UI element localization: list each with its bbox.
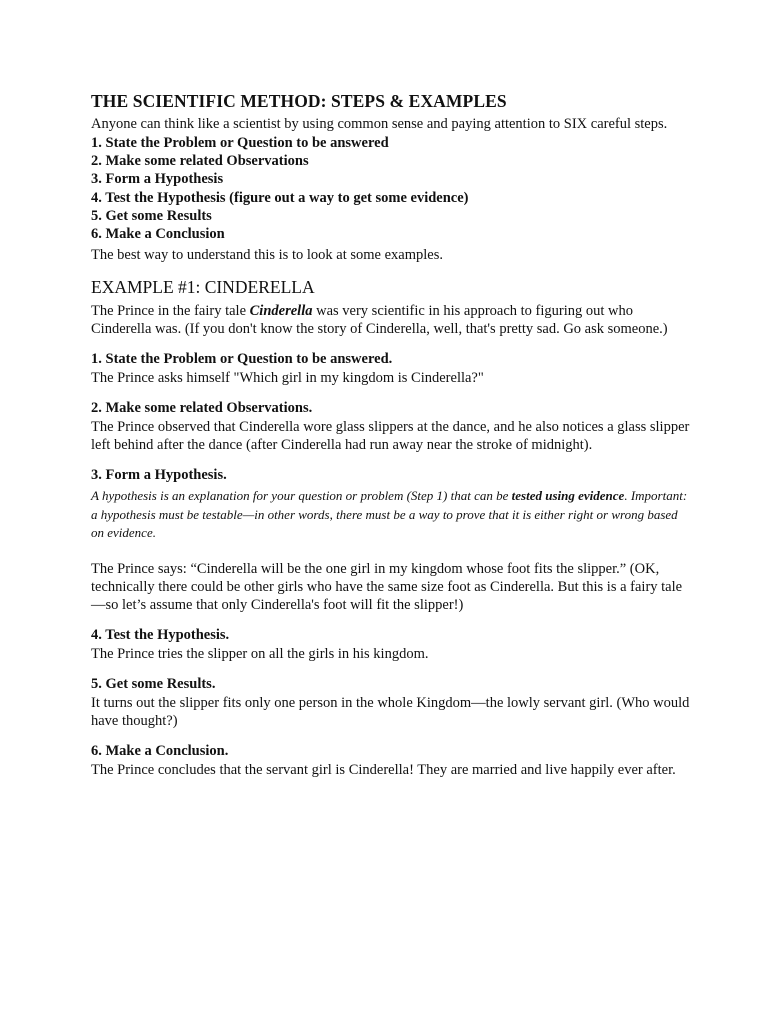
example-intro-text-before: The Prince in the fairy tale (91, 303, 250, 320)
document-page (91, 90, 691, 779)
section-heading: 1. State the Problem or Question to be answered. (91, 351, 393, 368)
document-title: THE SCIENTIFIC METHOD: STEPS & EXAMPLES (91, 91, 507, 111)
section-heading: 6. Make a Conclusion. (91, 742, 229, 759)
steps-list-item: 3. Form a Hypothesis (91, 171, 224, 188)
step-section-2 (91, 399, 691, 454)
example-title: EXAMPLE #1: CINDERELLA (91, 277, 315, 298)
section-heading: 3. Form a Hypothesis. (91, 467, 227, 484)
section-body: The Prince tries the slipper on all the girls in his kingdom. (91, 645, 429, 662)
step-section-6 (91, 742, 691, 779)
step-section-4 (91, 626, 691, 663)
section-heading: 5. Get some Results. (91, 675, 216, 692)
hypothesis-definition-note (91, 487, 691, 543)
steps-list (91, 134, 691, 243)
note-text-before: A hypothesis is an explanation for your question or problem (Step 1) that can be (91, 488, 512, 504)
section-body: It turns out the slipper fits only one person in the whole Kingdom—the lowly servant girl. (Who would have thought?) (91, 694, 690, 729)
steps-list-item: 6. Make a Conclusion (91, 226, 225, 243)
section-heading: 4. Test the Hypothesis. (91, 626, 230, 643)
section-body: The Prince says: “Cinderella will be the one girl in my kingdom whose foot fits the slipper.” (OK, technically there could be other girls who have the same size foot as Cinderella. But this is a fairy tale—so let’s assume that only Cinderella's foot will fit the slipper!) (91, 560, 683, 613)
section-body: The Prince asks himself "Which girl in my kingdom is Cinderella?" (91, 370, 484, 387)
example-intro-emphasis: Cinderella (249, 303, 313, 320)
section-body: The Prince observed that Cinderella wore glass slippers at the dance, and he also notices a glass slipper left behind after the dance (after Cinderella had run away near the stroke of midnight). (91, 419, 690, 454)
note-text-after: . Important: a hypothesis must be testable—in other words, there must be a way to prove that it is either right or wrong based on evidence. (91, 488, 688, 541)
note-emphasis: tested using evidence (511, 488, 625, 504)
step-section-3 (91, 466, 691, 614)
example-intro-text-after: was very scientific in his approach to figuring out who Cinderella was. (If you don't know the story of Cinderella, well, that's pretty sad. Go ask someone.) (91, 303, 668, 338)
step-section-1 (91, 350, 691, 387)
steps-list-item: 2. Make some related Observations (91, 153, 309, 170)
steps-list-item: 5. Get some Results (91, 207, 212, 224)
step-section-5 (91, 675, 691, 730)
steps-list-item: 1. State the Problem or Question to be answered (91, 135, 389, 151)
section-body: The Prince concludes that the servant girl is Cinderella! They are married and live happily ever after. (91, 761, 676, 778)
section-heading: 2. Make some related Observations. (91, 400, 313, 417)
intro-paragraph: Anyone can think like a scientist by using common sense and paying attention to SIX careful steps. (91, 116, 668, 132)
example-intro-paragraph (91, 302, 691, 338)
closing-paragraph: The best way to understand this is to look at some examples. (91, 247, 443, 264)
steps-list-item: 4. Test the Hypothesis (figure out a way to get some evidence) (91, 189, 469, 206)
